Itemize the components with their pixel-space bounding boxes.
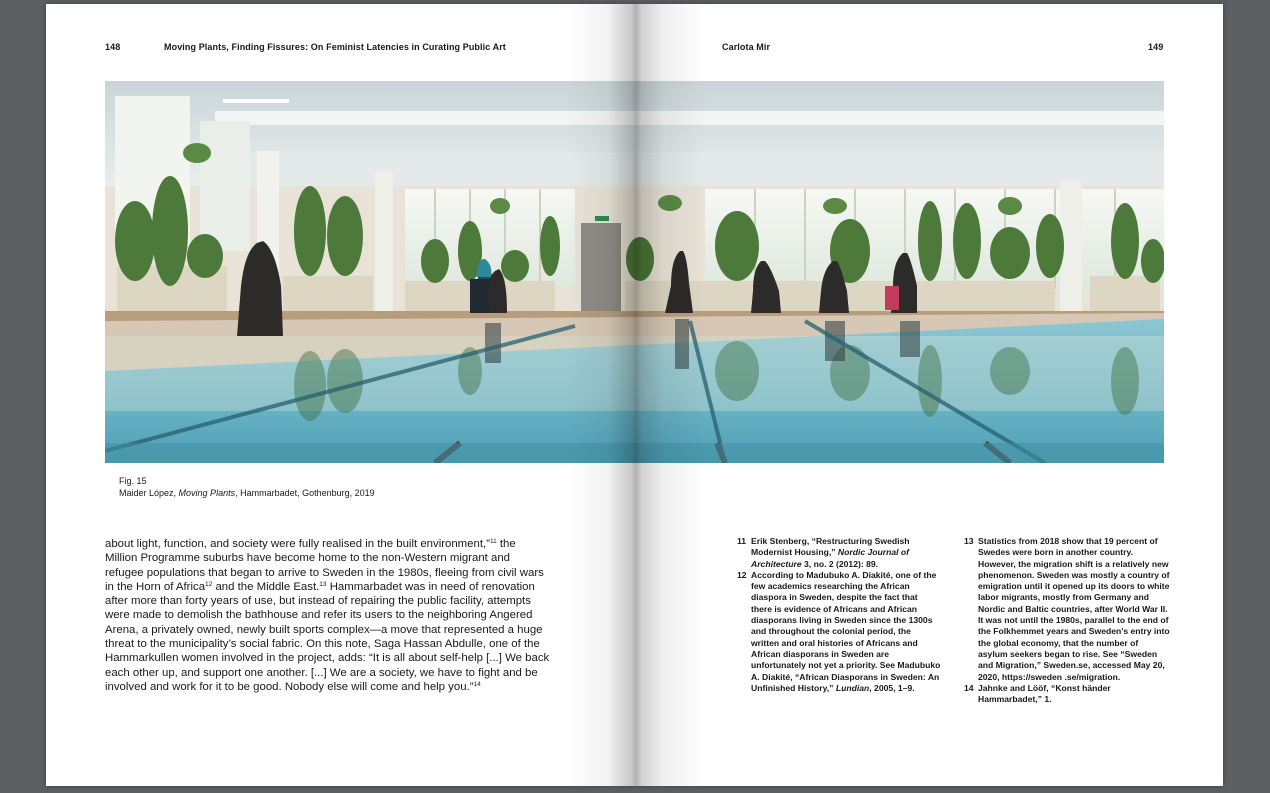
footnote-ref-13: 13	[319, 580, 327, 588]
figure-caption	[119, 475, 375, 499]
pool-photograph	[105, 81, 1164, 463]
footnote-12: 12 According to Madubuko A. Diakité, one of the few academics researching the African diaspora in Sweden, despite the fact that there is evidence of Africans and African diasporans living in Sweden since the 1300s and throughout the colonial period, the written and oral histories of Africans and African diasporans in Sweden are unfortunately not yet a priority. See Madubuko A. Diakité, “African Diasporans in Sweden: An Unfinished History,” Lundian, 2005, 1–9.	[737, 569, 941, 693]
running-title: Moving Plants, Finding Fissures: On Feminist Latencies in Curating Public Art	[164, 42, 506, 52]
author-name: Carlota Mir	[722, 42, 771, 52]
footnote-13: 13 Statistics from 2018 show that 19 percent of Swedes were born in another country. However, the migration shift is a relatively new phenomenon. Sweden was mostly a country of emigration until it opened up its doors to white labor migrants, mostly from Germany and Nordic and Baltic countries, after World War II. It was not until the 1980s, parallel to the end of the Folkhemmet years and Sweden’s entry into the global economy, that the number of asylum seekers began to rise. See “Sweden and Migration,” Sweden.se, accessed May 20, 2020, https://sweden .se/migration.	[964, 536, 1170, 682]
figure-label: Fig. 15	[119, 476, 147, 486]
book-spread	[46, 4, 1223, 786]
right-page-number: 149	[1148, 42, 1164, 52]
body-paragraph: about light, function, and society were fully realised in the built environment,”$^{11}$ the Million Programme suburbs have become home to the non-Western migrant and refugee populations that began to arrive to Sweden in the 1980s, fleeing from civil wars in the Horn of Africa$^{12}$ and the Middle East.$^{13}$ Hammarbadet was in need of renovation after more than forty years of use, but instead of repairing the public facility, attempts were made to demolish the bathhouse and refer its users to the neighboring Angered Arena, a privately owned, newly built sports complex—a move that represented a huge threat to the municipality’s social fabric. On this note, Saga Hassan Abdulle, one of the Hammarkullen women involved in the project, adds: “It is all about self-help [...] We back each other up, and support one another. [...] We are a society, we have to fight and be involved and work for it to be good. Nobody else will come and help you.”$^{14}$	[105, 538, 550, 693]
footnote-ref-11: 11	[489, 538, 497, 545]
left-page-number: 148	[105, 42, 121, 52]
footnotes-column-2	[964, 536, 1170, 705]
footnote-ref-14: 14	[473, 680, 481, 688]
figure-work-title: Moving Plants	[178, 488, 236, 498]
footnote-11: 11 Erik Stenberg, “Restructuring Swedish Modernist Housing,” Nordic Journal of Architecture 3, no. 2 (2012): 89.	[737, 536, 910, 569]
footnotes-column-1	[737, 536, 941, 694]
footnote-ref-12: 12	[205, 580, 213, 588]
figure-credit: Maider López, Moving Plants, Hammarbadet, Gothenburg, 2019	[119, 488, 375, 498]
footnote-14: 14 Jahnke and Lööf, “Konst händer Hammarbadet,” 1.	[964, 682, 1111, 705]
